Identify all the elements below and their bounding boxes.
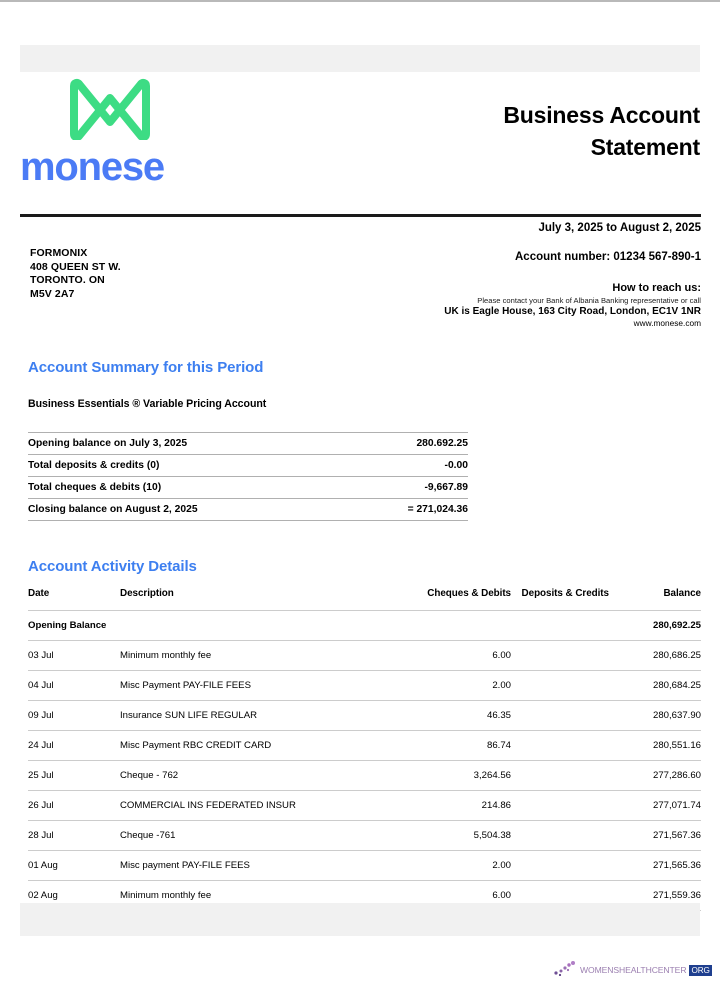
cell-date: 24 Jul bbox=[28, 731, 120, 761]
column-header-date: Date bbox=[28, 588, 50, 599]
cell-debit: 46.35 bbox=[391, 701, 511, 731]
cell-credit bbox=[511, 701, 609, 731]
cell-description: COMMERCIAL INS FEDERATED INSUR bbox=[120, 791, 391, 821]
column-header-cheques-debits: Cheques & Debits bbox=[427, 588, 511, 599]
summary-label: Closing balance on August 2, 2025 bbox=[28, 499, 352, 521]
watermark-badge: ORG bbox=[691, 965, 710, 975]
cell-date: 01 Aug bbox=[28, 851, 120, 881]
cell-debit: 2.00 bbox=[391, 851, 511, 881]
page-top-rule bbox=[0, 0, 720, 2]
opening-balance-amount: 280,692.25 bbox=[609, 611, 701, 641]
table-row bbox=[28, 611, 701, 641]
statement-header bbox=[20, 78, 700, 198]
summary-row bbox=[28, 455, 468, 477]
cell-debit: 86.74 bbox=[391, 731, 511, 761]
cell-debit: 6.00 bbox=[391, 641, 511, 671]
account-activity-table bbox=[28, 588, 701, 911]
account-summary-heading: Account Summary for this Period bbox=[28, 359, 264, 376]
cell-description: Misc payment PAY-FILE FEES bbox=[120, 851, 391, 881]
how-to-reach-us-line2: UK is Eagle House, 163 City Road, London, EC1V 1NR bbox=[444, 305, 701, 317]
summary-label: Total cheques & debits (10) bbox=[28, 477, 352, 499]
statement-period: July 3, 2025 to August 2, 2025 bbox=[538, 222, 701, 234]
summary-amount: -0.00 bbox=[352, 455, 468, 477]
page-title-line2: Statement bbox=[590, 133, 700, 160]
cell-balance: 280,551.16 bbox=[609, 731, 701, 761]
customer-address bbox=[30, 247, 121, 301]
summary-label: Opening balance on July 3, 2025 bbox=[28, 433, 352, 455]
column-header-deposits-credits: Deposits & Credits bbox=[521, 588, 609, 599]
account-activity-heading: Account Activity Details bbox=[28, 558, 197, 575]
summary-label: Total deposits & credits (0) bbox=[28, 455, 352, 477]
page-title bbox=[320, 100, 700, 163]
cell-description: Misc Payment RBC CREDIT CARD bbox=[120, 731, 391, 761]
cell-date: 02 Aug bbox=[28, 881, 120, 911]
activity-table-body bbox=[28, 611, 701, 911]
header-divider bbox=[20, 214, 701, 217]
watermark-dots-icon bbox=[553, 960, 579, 981]
cell-debit: 5,504.38 bbox=[391, 821, 511, 851]
summary-amount: -9,667.89 bbox=[352, 477, 468, 499]
customer-city: TORONTO. ON bbox=[30, 274, 105, 287]
how-to-reach-us-line1: Please contact your Bank of Albania Banking representative or call bbox=[477, 296, 701, 305]
cell-credit bbox=[511, 671, 609, 701]
website-url: www.monese.com bbox=[633, 317, 701, 328]
cell-date: 28 Jul bbox=[28, 821, 120, 851]
cell-credit bbox=[511, 761, 609, 791]
customer-name: FORMONIX bbox=[30, 247, 88, 259]
brand-wordmark: monese bbox=[20, 145, 164, 189]
brand-block bbox=[20, 78, 320, 187]
table-row bbox=[28, 671, 701, 701]
cell-date: 03 Jul bbox=[28, 641, 120, 671]
summary-row bbox=[28, 477, 468, 499]
watermark-text: WOMENSHEALTHCENTER bbox=[580, 965, 687, 975]
cell-credit bbox=[511, 821, 609, 851]
table-row bbox=[28, 701, 701, 731]
table-row bbox=[28, 641, 701, 671]
cell-date: 26 Jul bbox=[28, 791, 120, 821]
cell-balance: 280,637.90 bbox=[609, 701, 701, 731]
account-type-label: Business Essentials ® Variable Pricing Account bbox=[28, 398, 267, 410]
header-grey-band bbox=[20, 45, 700, 72]
opening-balance-label: Opening Balance bbox=[28, 611, 609, 641]
activity-table-head bbox=[28, 588, 701, 611]
cell-date: 09 Jul bbox=[28, 701, 120, 731]
cell-debit: 214.86 bbox=[391, 791, 511, 821]
summary-row bbox=[28, 499, 468, 521]
table-row bbox=[28, 821, 701, 851]
customer-postal: M5V 2A7 bbox=[30, 287, 75, 300]
customer-street: 408 QUEEN ST W. bbox=[30, 260, 121, 273]
cell-credit bbox=[511, 851, 609, 881]
column-header-description: Description bbox=[120, 588, 174, 599]
cell-date: 04 Jul bbox=[28, 671, 120, 701]
cell-description: Minimum monthly fee bbox=[120, 641, 391, 671]
cell-credit bbox=[511, 641, 609, 671]
cell-balance: 277,286.60 bbox=[609, 761, 701, 791]
table-row bbox=[28, 851, 701, 881]
cell-description: Misc Payment PAY-FILE FEES bbox=[120, 671, 391, 701]
cell-debit: 6.00 bbox=[391, 881, 511, 911]
activity-header-row bbox=[28, 588, 701, 611]
meta-right-column bbox=[20, 223, 701, 327]
monese-logo-icon bbox=[68, 78, 320, 145]
cell-description: Insurance SUN LIFE REGULAR bbox=[120, 701, 391, 731]
cell-balance: 271,559.36 bbox=[609, 881, 701, 911]
cell-credit bbox=[511, 791, 609, 821]
summary-amount: 280.692.25 bbox=[352, 433, 468, 455]
watermark bbox=[553, 962, 712, 978]
footer-grey-band bbox=[20, 903, 700, 936]
how-to-reach-us-title: How to reach us: bbox=[612, 282, 701, 294]
summary-amount: = 271,024.36 bbox=[352, 499, 468, 521]
cell-description: Cheque - 762 bbox=[120, 761, 391, 791]
account-number: Account number: 01234 567-890-1 bbox=[515, 250, 701, 263]
cell-balance: 271,565.36 bbox=[609, 851, 701, 881]
summary-row bbox=[28, 433, 468, 455]
statement-meta bbox=[20, 220, 701, 327]
cell-balance: 277,071.74 bbox=[609, 791, 701, 821]
table-row bbox=[28, 791, 701, 821]
cell-description: Cheque -761 bbox=[120, 821, 391, 851]
cell-date: 25 Jul bbox=[28, 761, 120, 791]
cell-balance: 280,684.25 bbox=[609, 671, 701, 701]
account-summary-body bbox=[28, 433, 468, 521]
table-row bbox=[28, 731, 701, 761]
page-title-line1: Business Account bbox=[503, 102, 700, 128]
cell-credit bbox=[511, 731, 609, 761]
cell-debit: 3,264.56 bbox=[391, 761, 511, 791]
cell-balance: 271,567.36 bbox=[609, 821, 701, 851]
cell-balance: 280,686.25 bbox=[609, 641, 701, 671]
cell-debit: 2.00 bbox=[391, 671, 511, 701]
cell-description: Minimum monthly fee bbox=[120, 881, 391, 911]
account-summary-table bbox=[28, 432, 468, 521]
table-row bbox=[28, 761, 701, 791]
column-header-balance: Balance bbox=[663, 588, 701, 599]
